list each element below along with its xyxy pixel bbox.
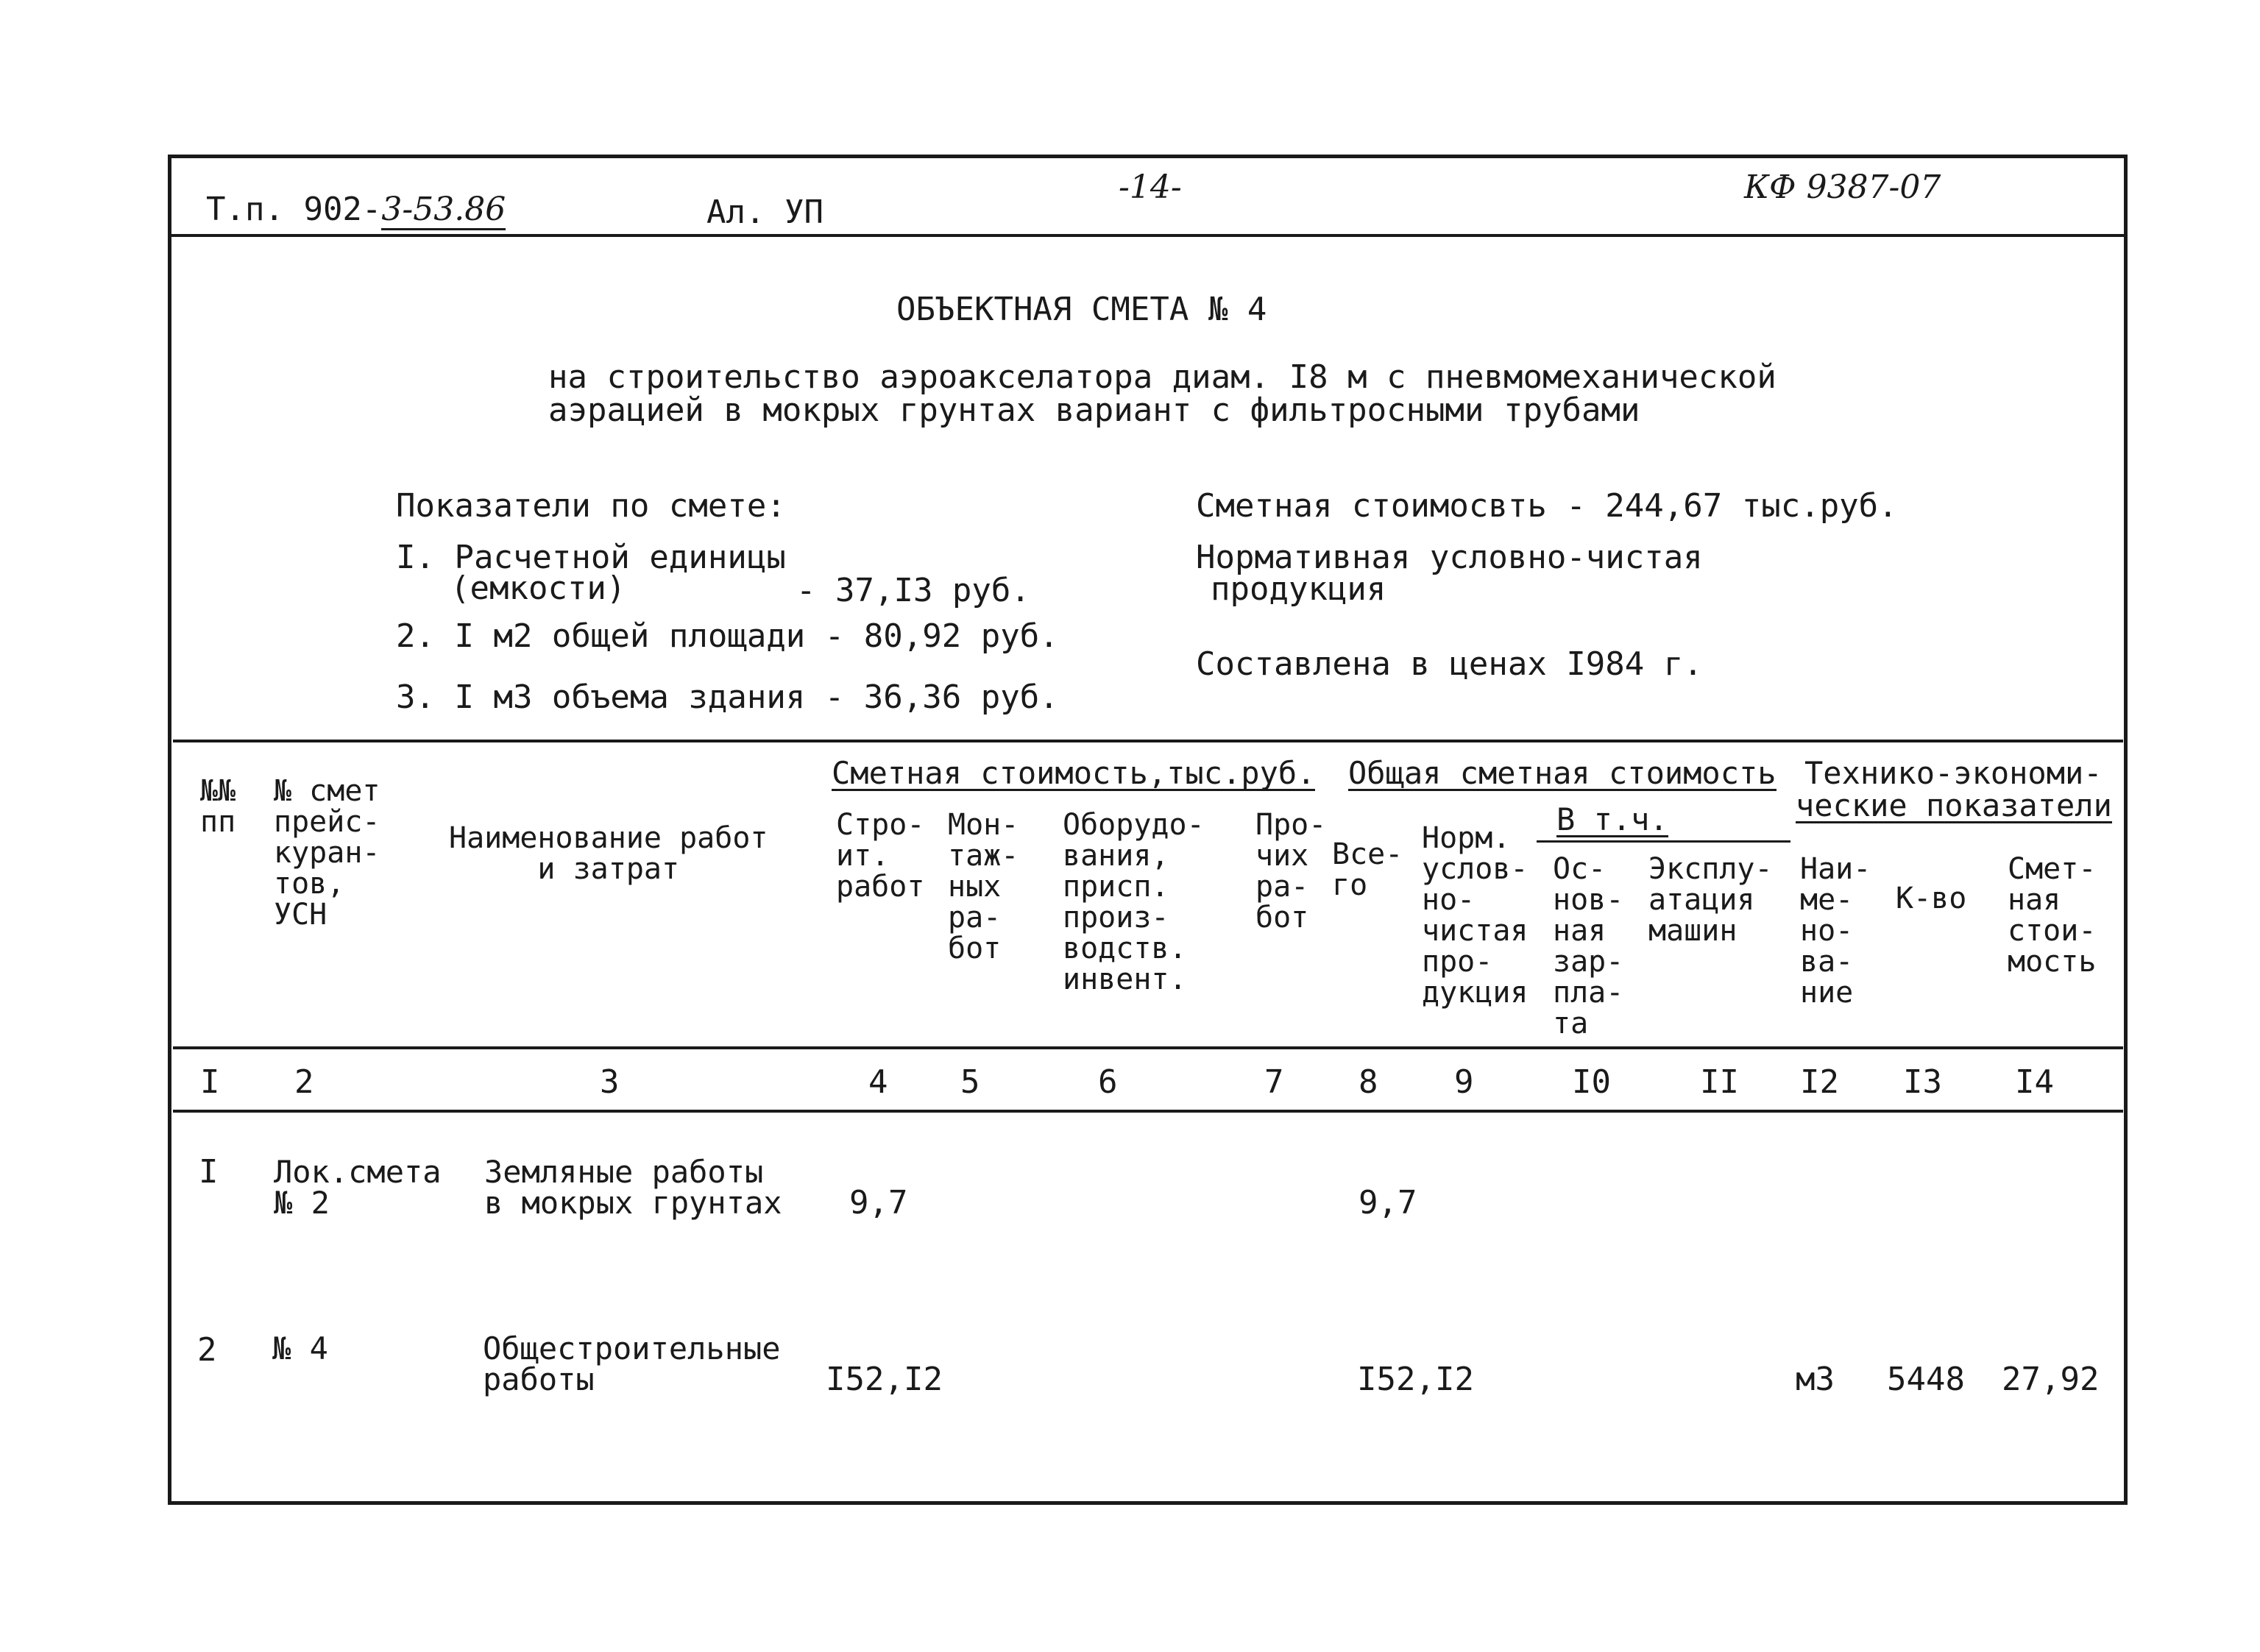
col-header-2: № смет прейс- куран- тов, УСН — [274, 774, 380, 932]
estimate-title: ОБЪЕКТНАЯ СМЕТА № 4 — [896, 291, 1267, 328]
estimated-cost: Сметная стоимосвть - 244,67 тыс.руб. — [1196, 487, 1898, 525]
row-2-name: Общестроительные работы — [483, 1330, 781, 1397]
col-num-9: 9 — [1454, 1063, 1474, 1101]
col-header-1: №№ пп — [200, 774, 236, 839]
row-2-ref: № 4 — [272, 1330, 328, 1366]
row-1-num: I — [199, 1153, 219, 1191]
row-2-unit-cost: 27,92 — [2002, 1361, 2100, 1398]
frame-header-divider — [169, 234, 2127, 237]
group-tech-econ-2: ческие показатели — [1796, 787, 2112, 823]
group-total-cost: Общая сметная стоимость — [1348, 755, 1777, 791]
col-header-8: Все- го — [1332, 837, 1403, 902]
incl-underline — [1537, 840, 1790, 843]
frame-top — [169, 155, 2127, 158]
col-num-6: 6 — [1098, 1063, 1118, 1101]
row-1-construction: 9,7 — [849, 1184, 908, 1222]
col-num-7: 7 — [1264, 1063, 1284, 1101]
col-header-12: Наи- ме- но- ва- ние — [1800, 852, 1871, 1010]
normative-line-2: продукция — [1211, 570, 1386, 608]
row-2-unit: м3 — [1796, 1361, 1835, 1398]
indicator-1-value: - 37,I3 руб. — [796, 572, 1030, 609]
col-num-8: 8 — [1359, 1063, 1378, 1101]
document-code: КФ 9387-07 — [1744, 169, 1941, 206]
frame-right — [2124, 155, 2128, 1505]
col-header-9: Норм. услов- но- чистая про- дукция — [1422, 821, 1528, 1010]
prices-year: Составлена в ценах I984 г. — [1196, 645, 1703, 683]
indicator-2: 2. I м2 общей площади - 80,92 руб. — [396, 617, 1059, 655]
group-incl: В т.ч. — [1556, 801, 1668, 837]
indicator-1-line-2: (емкости) — [450, 570, 626, 607]
doc-ref-printed: Т.п. 902- — [206, 191, 382, 228]
col-num-2: 2 — [294, 1063, 314, 1101]
col-header-11: Эксплу- атация машин — [1648, 852, 1773, 948]
col-num-10: I0 — [1572, 1063, 1611, 1101]
group-tech-econ-1: Технико-экономи- — [1804, 755, 2103, 791]
col-header-6: Оборудо- вания, присп. произ- водств. инвент. — [1063, 808, 1205, 996]
col-num-11: II — [1700, 1063, 1739, 1101]
album-label: Ал. УП — [706, 194, 823, 231]
col-header-10: Ос- нов- ная зар- пла- та — [1553, 852, 1624, 1041]
row-1-name: Земляные работы в мокрых грунтах — [484, 1154, 782, 1221]
group-estimated-cost: Сметная стоимость,тыс.руб. — [832, 755, 1316, 791]
doc-ref — [206, 193, 506, 227]
row-2-total: I52,I2 — [1357, 1361, 1474, 1398]
col-num-12: I2 — [1800, 1063, 1839, 1101]
frame-bottom — [168, 1501, 2128, 1505]
indicator-3: 3. I м3 объема здания - 36,36 руб. — [396, 678, 1059, 716]
normative-line-1: Нормативная условно-чистая — [1196, 539, 1703, 576]
doc-ref-handwritten: 3-53.86 — [381, 191, 506, 230]
col-header-13: К-во — [1896, 882, 1967, 915]
row-2-construction: I52,I2 — [826, 1361, 943, 1398]
table-top-rule — [173, 740, 2123, 742]
page-number: -14- — [1119, 169, 1182, 206]
row-2-qty: 5448 — [1887, 1361, 1965, 1398]
row-1-ref: Лок.смета № 2 — [274, 1154, 442, 1221]
col-header-7: Про- чих ра- бот — [1255, 808, 1327, 935]
col-num-3: 3 — [600, 1063, 620, 1101]
col-num-5: 5 — [960, 1063, 980, 1101]
table-colnum-rule — [173, 1110, 2123, 1113]
col-num-13: I3 — [1903, 1063, 1942, 1101]
col-num-4: 4 — [868, 1063, 888, 1101]
indicator-1-line-1: I. Расчетной единицы — [396, 539, 786, 576]
indicators-heading: Показатели по смете: — [396, 487, 786, 525]
col-header-14: Смет- ная стои- мость — [2008, 852, 2097, 979]
table-header-rule — [173, 1046, 2123, 1049]
frame-left — [168, 155, 171, 1505]
title-line-1: на строительство аэроакселатора диам. I8 м с пневмомеханической — [548, 358, 1777, 396]
row-1-total: 9,7 — [1359, 1184, 1417, 1222]
col-header-5: Мон- таж- ных ра- бот — [948, 808, 1019, 965]
col-header-4: Стро- ит. работ — [836, 808, 925, 904]
col-num-14: I4 — [2015, 1063, 2054, 1101]
col-num-1: I — [200, 1063, 220, 1101]
title-line-2: аэрацией в мокрых грунтах вариант с фильтросными трубами — [548, 391, 1640, 429]
col-header-3: Наименование работ и затрат — [449, 821, 768, 886]
row-2-num: 2 — [197, 1331, 217, 1369]
